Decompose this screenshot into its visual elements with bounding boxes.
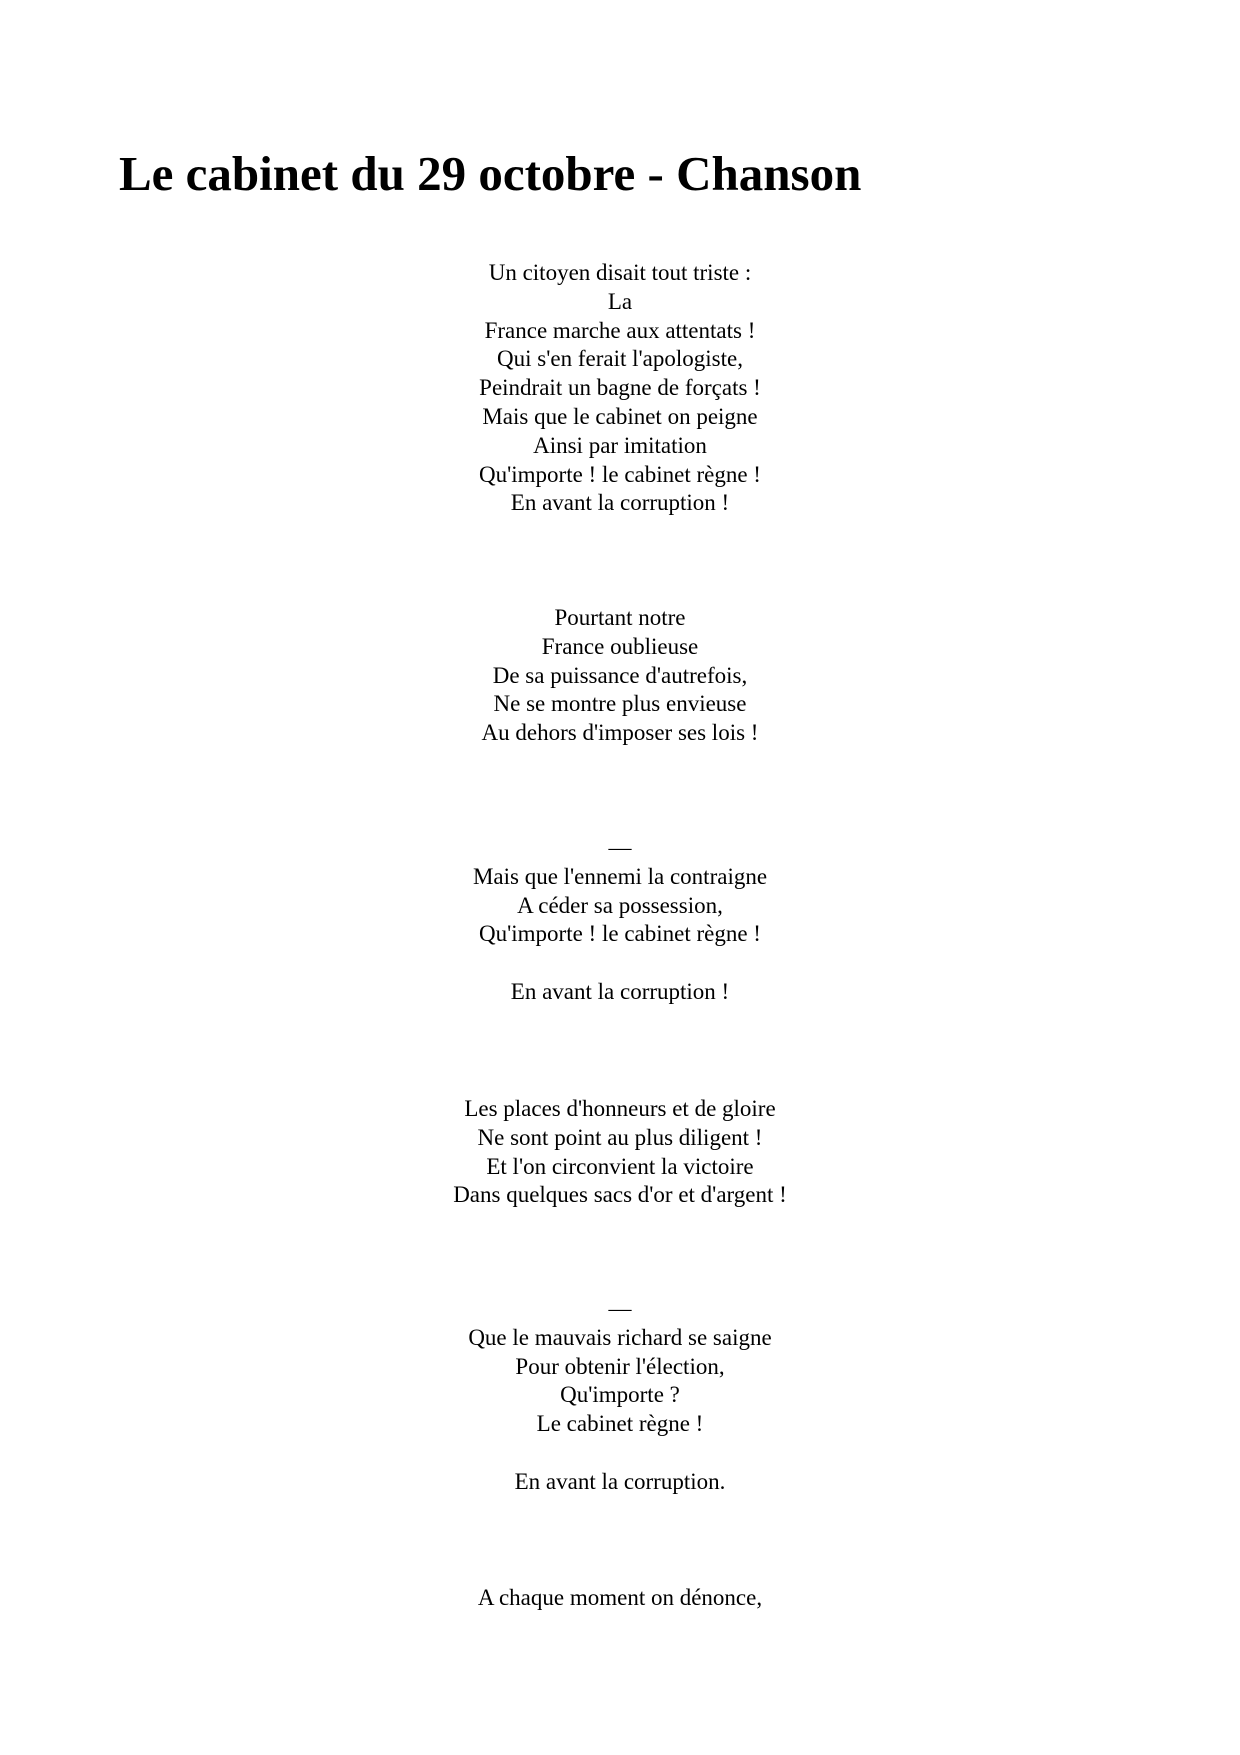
poem-line: Que le mauvais richard se saigne (468, 1324, 772, 1350)
poem-line: France marche aux attentats ! (484, 317, 756, 343)
poem-line: En avant la corruption ! (510, 978, 730, 1004)
poem-line: Pourtant notre (554, 605, 686, 630)
poem-line: De sa puissance d'autrefois, (492, 662, 748, 688)
poem-line: Peindrait un bagne de forçats ! (479, 375, 761, 401)
poem-line: Ne se montre plus envieuse (493, 691, 747, 717)
poem-line: Ainsi par imitation (533, 432, 707, 458)
stanza-1 (0, 259, 1240, 518)
poem-line: A chaque moment on dénonce, (477, 1585, 763, 1610)
poem-line: Mais que le cabinet on peigne (482, 403, 758, 429)
page-title: Le cabinet du 29 octobre - Chanson (119, 146, 862, 201)
poem-line: Dans quelques sacs d'or et d'argent ! (453, 1182, 787, 1208)
poem-line: Le cabinet règne ! (536, 1411, 704, 1437)
stanza-dash: — (608, 835, 632, 860)
poem-line: Pour obtenir l'élection, (515, 1353, 725, 1379)
poem-line: Ne sont point au plus diligent ! (477, 1124, 763, 1150)
poem-line: La (607, 288, 633, 314)
stanza-5 (0, 1295, 1240, 1497)
poem-line: Mais que l'ennemi la contraigne (472, 863, 768, 889)
poem-line: En avant la corruption ! (510, 490, 730, 516)
poem-line: Un citoyen disait tout triste : (488, 260, 752, 285)
poem-line: Au dehors d'imposer ses lois ! (481, 720, 759, 746)
stanza-dash: — (608, 1296, 632, 1321)
poem-line: France oublieuse (541, 633, 699, 659)
poem-line: Et l'on circonvient la victoire (486, 1153, 754, 1179)
blank-line (0, 949, 1240, 978)
poem-line: Les places d'honneurs et de gloire (464, 1096, 776, 1121)
stanza-6 (0, 1584, 1240, 1613)
blank-line (0, 1439, 1240, 1468)
poem-line: Qu'importe ! le cabinet règne ! (479, 921, 761, 947)
poem-line: A céder sa possession, (517, 892, 723, 918)
poem-line: Qu'importe ? (560, 1382, 680, 1408)
poem-line: Qui s'en ferait l'apologiste, (497, 346, 743, 372)
stanza-4 (0, 1095, 1240, 1210)
poem-line: En avant la corruption. (514, 1468, 726, 1494)
poem-line: Qu'importe ! le cabinet règne ! (479, 461, 761, 487)
stanza-3 (0, 834, 1240, 1007)
stanza-2 (0, 604, 1240, 748)
